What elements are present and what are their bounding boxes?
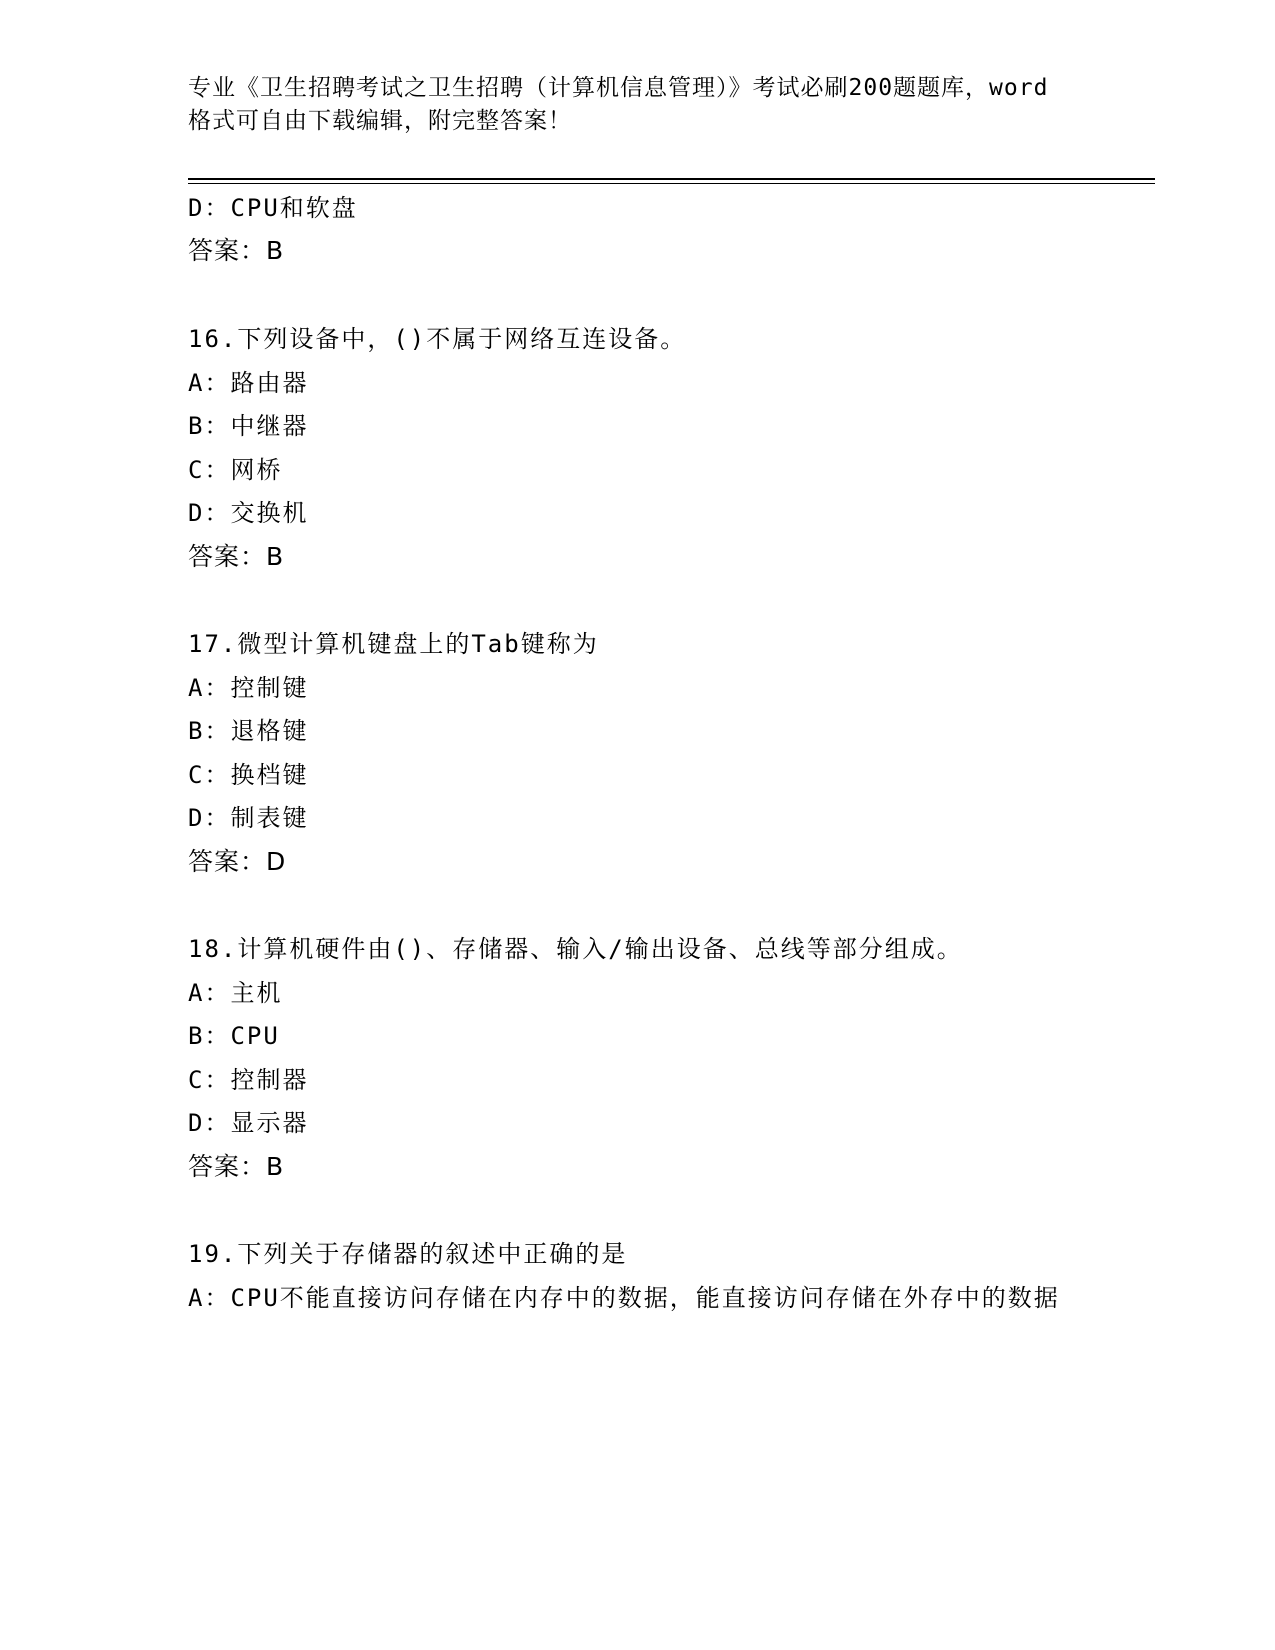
question-17-option-d: D：制表键	[188, 804, 309, 832]
option-d: D：CPU和软盘	[188, 194, 358, 222]
header-line-1: 专业《卫生招聘考试之卫生招聘（计算机信息管理）》考试必刷200题题库，word	[188, 75, 1049, 101]
question-19-stem: 19.下列关于存储器的叙述中正确的是	[188, 1240, 628, 1268]
document-header	[188, 72, 1088, 138]
header-rule-thin	[188, 183, 1155, 184]
question-16-answer: 答案：B	[188, 542, 285, 571]
question-16-option-d: D：交换机	[188, 499, 309, 527]
header-rule-thick	[188, 178, 1155, 180]
question-16-option-a: A：路由器	[188, 369, 309, 397]
question-18-answer: 答案：B	[188, 1152, 285, 1181]
question-18-option-b: B：CPU	[188, 1022, 280, 1050]
question-18-stem: 18.计算机硬件由()、存储器、输入/输出设备、总线等部分组成。	[188, 935, 963, 963]
question-16-option-c: C：网桥	[188, 456, 283, 484]
question-17-stem: 17.微型计算机键盘上的Tab键称为	[188, 630, 599, 658]
question-18-option-a: A：主机	[188, 979, 283, 1007]
question-17-option-a: A：控制键	[188, 674, 309, 702]
header-line-2: 格式可自由下载编辑，附完整答案！	[188, 108, 572, 134]
question-17-option-c: C：换档键	[188, 761, 309, 789]
answer-label: 答案：B	[188, 236, 285, 265]
question-18-option-d: D：显示器	[188, 1109, 309, 1137]
question-17-option-b: B：退格键	[188, 717, 309, 745]
question-17-answer: 答案：D	[188, 847, 287, 876]
question-18-option-c: C：控制器	[188, 1066, 309, 1094]
question-19-option-a: A：CPU不能直接访问存储在内存中的数据，能直接访问存储在外存中的数据	[188, 1284, 1060, 1312]
question-16-stem: 16.下列设备中，()不属于网络互连设备。	[188, 325, 687, 353]
question-16-option-b: B：中继器	[188, 412, 309, 440]
